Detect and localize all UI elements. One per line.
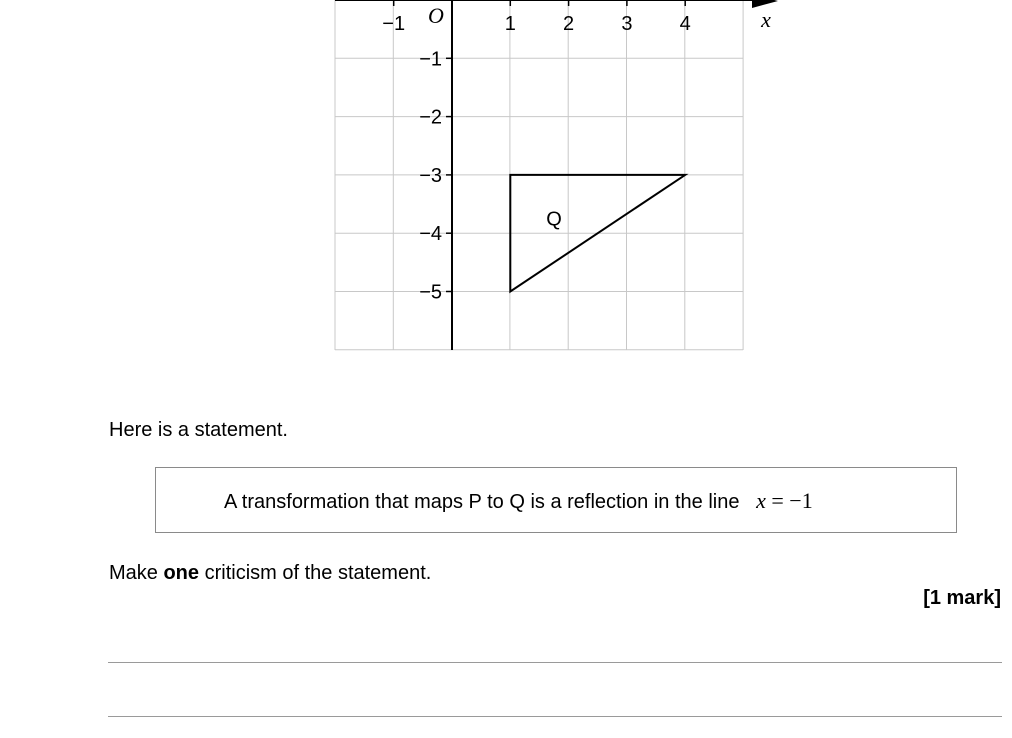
y-tick-label: −1 bbox=[419, 48, 442, 71]
statement-equation bbox=[756, 488, 813, 513]
statement-equation-value: = −1 bbox=[765, 488, 813, 513]
coordinate-grid-graph bbox=[0, 0, 1012, 360]
x-tick-label: 2 bbox=[563, 13, 575, 35]
statement-sentence: A transformation that maps P to Q is a reflection in the line bbox=[224, 491, 740, 513]
statement-box bbox=[155, 467, 957, 533]
marks-label: [1 mark] bbox=[923, 587, 1001, 609]
y-tick-label: −5 bbox=[419, 281, 442, 304]
instruction-bold: one bbox=[163, 562, 200, 584]
y-tick-label: −2 bbox=[419, 106, 442, 129]
y-tick-label: −3 bbox=[419, 164, 442, 187]
statement-text bbox=[224, 489, 813, 514]
instruction-before: Make bbox=[109, 562, 164, 584]
x-tick-label: 4 bbox=[679, 13, 691, 35]
instruction bbox=[109, 561, 431, 585]
x-tick-label: −1 bbox=[382, 13, 406, 35]
statement-variable: x bbox=[756, 488, 766, 513]
x-tick-label: 1 bbox=[504, 13, 516, 35]
y-tick-label: −4 bbox=[419, 223, 442, 246]
statement-intro: Here is a statement. bbox=[109, 419, 288, 441]
answer-line[interactable] bbox=[108, 716, 1002, 717]
answer-line[interactable] bbox=[108, 662, 1002, 663]
tick-labels bbox=[382, 13, 690, 304]
origin-label: O bbox=[428, 3, 444, 28]
shape-label-q: Q bbox=[546, 208, 562, 231]
x-tick-label: 3 bbox=[621, 13, 633, 35]
instruction-after: criticism of the statement. bbox=[199, 562, 432, 584]
x-axis-label: x bbox=[761, 7, 771, 32]
tick-marks bbox=[394, 0, 686, 292]
